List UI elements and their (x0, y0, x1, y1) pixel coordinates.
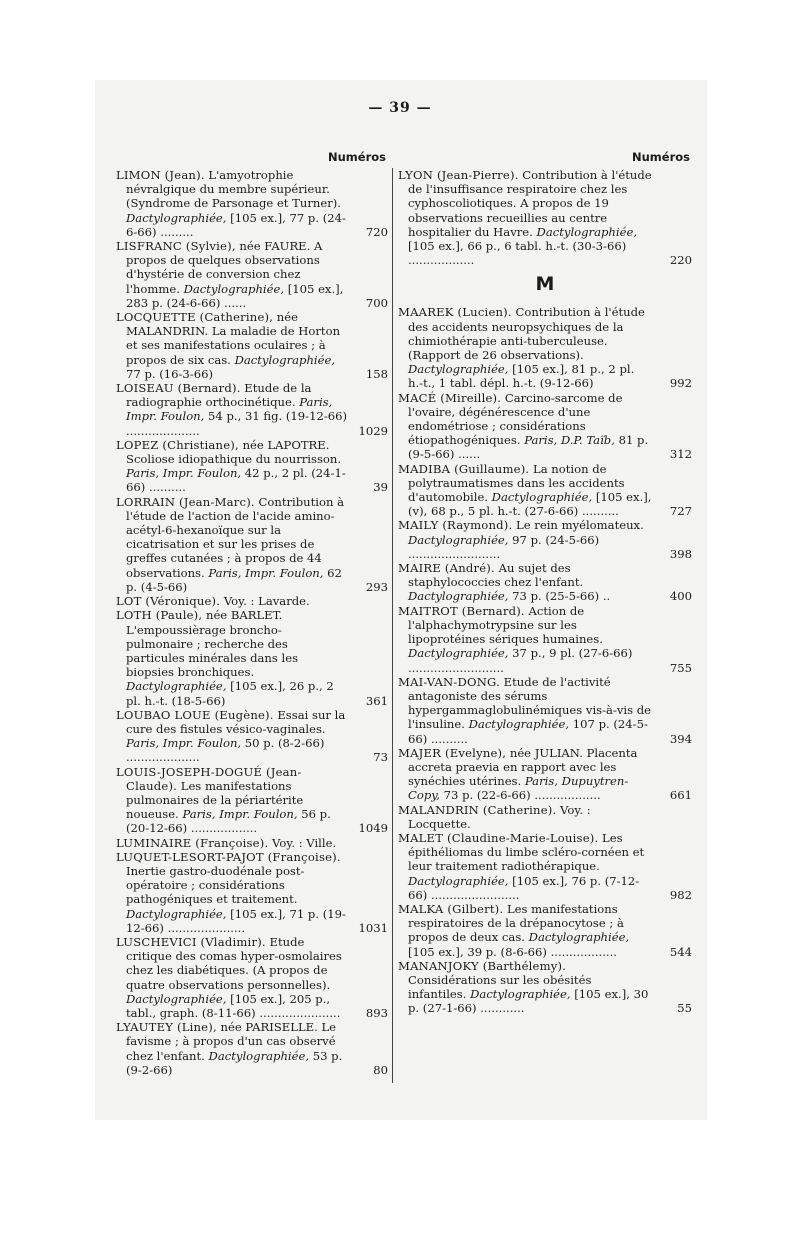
edition: Dactylographiée, (234, 352, 336, 367)
right-entries-after (398, 305, 692, 1015)
column-header-right: Numéros (631, 150, 690, 164)
author-name: LORRAIN (Jean-Marc). (116, 494, 255, 509)
thesis-entry (116, 495, 388, 594)
publication-details: 73 p. (22-6-66) .................. (439, 788, 601, 803)
thesis-number: 220 (669, 253, 692, 268)
thesis-title: née PARISELLE. Le favisme ; à propos d'un cas observé chez l'enfant. (126, 1020, 337, 1063)
thesis-number: 982 (669, 887, 692, 902)
author-name: LOISEAU (Bernard). (116, 381, 241, 396)
publication-details: [105 ex.], 71 p. (19-12-66) ..................... (126, 906, 346, 935)
thesis-entry (116, 1020, 388, 1077)
thesis-entry (116, 239, 388, 310)
author-name: LYAUTEY (Line), (116, 1020, 217, 1035)
thesis-entry (398, 746, 692, 803)
publication-details: [105 ex.], 66 p., 6 tabl. h.-t. (30-3-66) .................. (408, 239, 627, 268)
thesis-number: 361 (365, 693, 388, 708)
thesis-number: 55 (677, 1001, 692, 1016)
thesis-entry (398, 902, 692, 959)
thesis-title: Considérations sur les obésités infantiles. (408, 972, 592, 1002)
thesis-number: 661 (669, 788, 692, 803)
author-name: MACÉ (Mireille). (398, 390, 502, 405)
edition: Dactylographiée, (126, 679, 227, 694)
thesis-number: 727 (669, 504, 692, 519)
author-name: LOUIS-JOSEPH-DOGUÉ (Jean-Claude). (116, 764, 302, 793)
thesis-number: 1049 (358, 821, 388, 836)
thesis-entry (116, 594, 388, 608)
author-name: LOPEZ (Christiane), (116, 437, 239, 452)
thesis-title: Inertie gastro-duodénale post-opératoire ; considérations pathogéniques et traitement. (126, 863, 305, 907)
publication-details: 54 p., 31 fig. (19-12-66) .................... (126, 409, 348, 438)
thesis-entry (116, 168, 388, 239)
thesis-entry (116, 708, 388, 765)
author-name: LUMINAIRE (Françoise). (116, 835, 269, 850)
edition: Dactylographiée, (126, 991, 227, 1006)
thesis-entry (398, 561, 692, 604)
publication-details: 73 p. (25-5-66) .. (508, 589, 611, 604)
thesis-title: Le rein myélomateux. (512, 518, 644, 533)
thesis-title: Contribution à l'étude de l'action de l'acide amino-acétyl-6-hexanoïque sur la cicatrisation et sur les prises de greffes cutanées ; à propos de 44 observations. (126, 494, 345, 580)
thesis-title: Action de l'alphachymotrypsine sur les lipoprotéines sériques humaines. (408, 603, 603, 647)
thesis-title: Voy. : Ville. (268, 835, 337, 850)
thesis-entry (398, 831, 692, 902)
thesis-number: 720 (365, 224, 388, 239)
edition: Paris, Dupuytren-Copy, (408, 774, 629, 803)
thesis-number: 400 (669, 589, 692, 604)
edition: Paris, Impr. Foulon, (126, 466, 242, 481)
thesis-number: 80 (373, 1062, 388, 1077)
publication-details: 81 p. (9-5-66) ...... (408, 433, 649, 462)
author-name: MAAREK (Lucien). (398, 305, 512, 320)
author-name: MAJER (Evelyne), (398, 745, 507, 760)
edition: Paris, Impr. Foulon, (126, 736, 242, 751)
section-letter: M (535, 273, 555, 296)
edition: Paris, Impr. Foulon, (182, 807, 298, 822)
thesis-title: Voy. : Locquette. (408, 802, 591, 831)
thesis-title: Les manifestations pulmonaires de la périartérite noueuse. (126, 778, 304, 822)
publication-details: 37 p., 9 pl. (27-6-66) .......................... (408, 646, 633, 675)
author-name: MALKA (Gilbert). (398, 901, 504, 916)
thesis-title: Contribution à l'étude des accidents neuropsychiques de la chimiothérapie anti-tuberculeuse. (Rapport de 26 observations). (408, 305, 645, 363)
thesis-entry (398, 305, 692, 390)
edition: Dactylographiée, (408, 532, 509, 547)
thesis-entry (116, 381, 388, 438)
column-header-left: Numéros (327, 150, 386, 164)
thesis-entry (116, 850, 388, 935)
thesis-title: Etude de l'activité antagoniste des sérums hypergammaglobulinémiques vis-à-vis de l'insuline. (408, 674, 652, 732)
thesis-title: Au sujet des staphylococcies chez l'enfant. (408, 561, 584, 590)
edition: Dactylographiée, (536, 224, 638, 239)
edition: Dactylographiée, (183, 281, 285, 296)
publication-details: [105 ex.], (v), 68 p., 5 pl. h.-t. (27-6-66) .......... (408, 490, 652, 519)
author-name: MAITROT (Bernard). (398, 603, 525, 618)
thesis-entry (398, 462, 692, 519)
thesis-number: 73 (373, 750, 388, 765)
author-name: MAI-VAN-DONG. (398, 674, 500, 689)
publication-details: [105 ex.], 77 p. (24-6-66) ......... (126, 210, 346, 239)
publication-details: [105 ex.], 39 p. (8-6-66) .................. (408, 944, 617, 959)
publication-details: 97 p. (24-5-66) ......................... (408, 532, 600, 561)
thesis-title: née MALANDRIN. La maladie de Horton et ses manifestations oculaires ; à propos de six cas. (126, 310, 341, 367)
thesis-number: 893 (365, 1005, 388, 1020)
thesis-number: 398 (669, 546, 692, 561)
thesis-number: 312 (669, 447, 692, 462)
author-name: LOCQUETTE (Catherine), (116, 310, 274, 325)
thesis-entry (398, 391, 692, 462)
publication-details: 50 p. (8-2-66) .................... (126, 736, 325, 765)
edition: Dactylographiée, (491, 490, 593, 505)
thesis-entry (116, 438, 388, 495)
publication-details: [105 ex.], 205 p., tabl., graph. (8-11-66) ...................... (126, 991, 341, 1020)
edition: Dactylographiée, (468, 717, 570, 732)
thesis-entry (398, 604, 692, 675)
thesis-title: née BARLET. L'empoussièrage broncho-pulmonaire ; recherche des particules minérales dans les biopsies bronchiques. (126, 608, 299, 680)
publication-details: 62 p. (4-5-66) (126, 565, 342, 594)
author-name: MALET (Claudine-Marie-Louise). (398, 830, 599, 845)
publication-details: [105 ex.], 26 p., 2 pl. h.-t. (18-5-66) (126, 679, 334, 708)
thesis-entry (398, 803, 692, 831)
publication-details: 56 p. (20-12-66) .................. (126, 807, 331, 836)
edition: Dactylographiée, (126, 210, 227, 225)
thesis-title: née FAURE. A propos de quelques observations d'hystérie de conversion chez l'homme. (126, 239, 323, 296)
thesis-entry (398, 518, 692, 561)
thesis-entry (116, 935, 388, 1020)
thesis-number: 700 (365, 295, 388, 310)
author-name: MAILY (Raymond). (398, 518, 513, 533)
author-name: LUQUET-LESORT-PAJOT (Françoise). (116, 849, 341, 864)
edition: Dactylographiée, (528, 930, 630, 945)
page-number: — 39 — (368, 100, 432, 116)
thesis-title: Les manifestations respiratoires de la drépanocytose ; à propos de deux cas. (408, 901, 624, 945)
author-name: LISFRANC (Sylvie), (116, 239, 236, 254)
publication-details: [105 ex.], 283 p. (24-6-66) ...... (126, 281, 344, 310)
author-name: MALANDRIN (Catherine). (398, 802, 557, 817)
author-name: LIMON (Jean). (116, 168, 205, 182)
author-name: MADIBA (Guillaume). (398, 461, 530, 476)
thesis-title: Carcino-sarcome de l'ovaire, dégénérescence d'une endométriose ; considérations étiopathogéniques. (408, 390, 623, 448)
thesis-number: 39 (373, 480, 388, 495)
right-column (398, 150, 692, 1016)
thesis-title: Etude critique des comas hyper-osmolaires chez les diabétiques. (A propos de quatre observations personnelles). (126, 934, 342, 992)
column-divider (392, 168, 393, 1083)
thesis-number: 394 (669, 731, 692, 746)
edition: Dactylographiée, (408, 873, 509, 888)
thesis-title: La notion de polytraumatismes dans les accidents d'automobile. (408, 461, 625, 505)
thesis-number: 158 (365, 366, 388, 381)
thesis-number: 755 (669, 660, 692, 675)
publication-details: 77 p. (16-3-66) (126, 366, 213, 381)
edition: Dactylographiée, (470, 987, 571, 1002)
publication-details: 107 p. (24-5-66) .......... (408, 717, 648, 746)
right-entries-before (398, 168, 692, 267)
thesis-number: 1031 (358, 920, 388, 935)
thesis-entry (398, 959, 692, 1016)
publication-details: 53 p. (9-2-66) (126, 1048, 343, 1077)
thesis-number: 293 (365, 579, 388, 594)
publication-details: [105 ex.], 30 p. (27-1-66) ............ (408, 987, 649, 1016)
left-column (116, 150, 388, 1077)
author-name: LOT (Véronique). (116, 594, 221, 609)
thesis-title: née JULIAN. Placenta accreta praevia en rapport avec les synéchies utérines. (408, 745, 638, 789)
edition: Paris, Impr. Foulon, (208, 565, 324, 580)
thesis-number: 992 (669, 376, 692, 391)
publication-details: [105 ex.], 76 p. (7-12-66) ........................ (408, 873, 640, 902)
left-entries (116, 168, 388, 1077)
thesis-title: Voy. : Lavarde. (220, 594, 310, 609)
thesis-entry (398, 168, 692, 267)
thesis-title: née LAPOTRE. Scoliose idiopathique du nourrisson. (126, 437, 342, 467)
author-name: LYON (Jean-Pierre). (398, 168, 519, 182)
edition: Paris, D.P. Taïb, (524, 433, 615, 448)
author-name: MAIRE (André). (398, 561, 495, 576)
author-name: LOUBAO LOUE (Eugène). (116, 707, 274, 722)
thesis-entry (398, 675, 692, 746)
thesis-number: 544 (669, 944, 692, 959)
thesis-title: Essai sur la cure des fistules vésico-vaginales. (126, 707, 346, 736)
publication-details: 42 p., 2 pl. (24-1-66) .......... (126, 466, 346, 495)
thesis-entry (116, 765, 388, 836)
author-name: LUSCHEVICI (Vladimir). (116, 934, 266, 949)
publication-details: [105 ex.], 81 p., 2 pl. h.-t., 1 tabl. dépl. h.-t. (9-12-66) (408, 362, 635, 391)
thesis-title: Les épithéliomas du limbe scléro-cornéen et leur traitement radiothérapique. (408, 830, 645, 874)
thesis-title: Contribution à l'étude de l'insuffisance respiratoire chez les cyphoscoliotiques. A propos de 19 observations recueillies au centre hospitalier du Havre. (408, 168, 652, 239)
author-name: MANANJOKY (Barthélemy). (398, 958, 567, 973)
edition: Dactylographiée, (408, 362, 509, 377)
edition: Dactylographiée, (408, 646, 509, 661)
edition: Dactylographiée, (208, 1048, 310, 1063)
edition: Dactylographiée, (408, 589, 509, 604)
thesis-entry (116, 310, 388, 381)
edition: Dactylographiée, (126, 906, 227, 921)
edition: Paris, Impr. Foulon, (126, 395, 333, 424)
thesis-title: L'amyotrophie névralgique du membre supérieur. (Syndrome de Parsonage et Turner). (126, 168, 341, 211)
thesis-title: Etude de la radiographie orthocinétique. (126, 381, 312, 410)
thesis-entry (116, 608, 388, 707)
thesis-entry (116, 836, 388, 850)
thesis-number: 1029 (358, 423, 388, 438)
author-name: LOTH (Paule), (116, 608, 203, 623)
